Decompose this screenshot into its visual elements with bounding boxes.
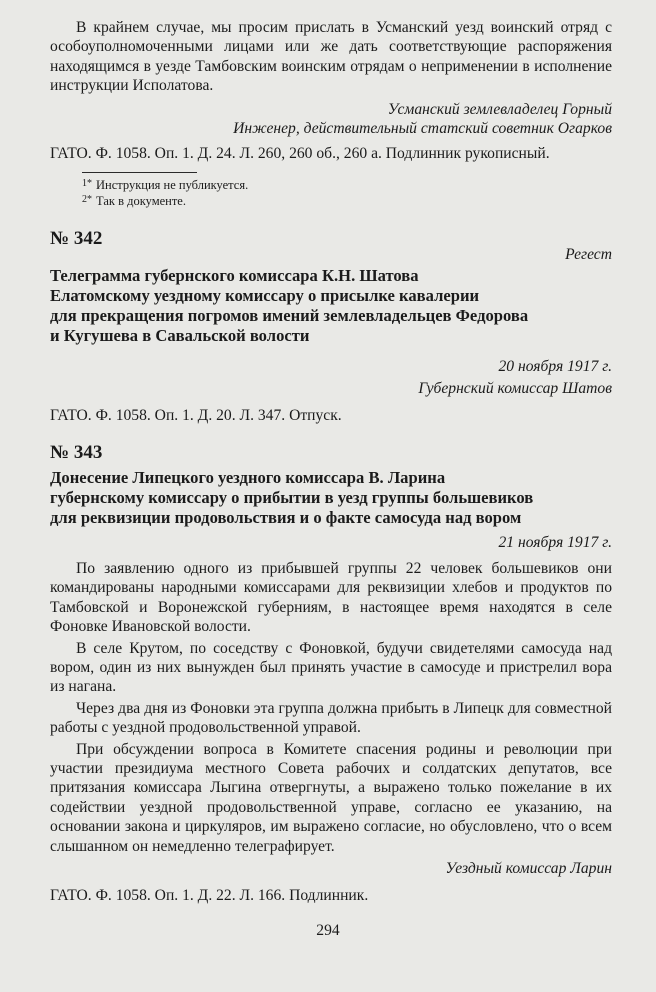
document-title [50,266,612,347]
title-line: Елатомскому уездному комиссару о присылке кавалерии [50,286,480,306]
document-date: 20 ноября 1917 г. [498,357,612,375]
document-342 [50,228,612,426]
title-line: для прекращения погромов имений землевладельцев Федорова [50,306,529,326]
document-date: 21 ноября 1917 г. [498,534,612,552]
document-tag-row [50,246,612,264]
signature: Уездный комиссар Ларин [445,859,612,877]
footnote-item [50,193,612,210]
footnote-item [50,177,612,194]
title-line: губернскому комиссару о прибытии в уезд группы большевиков [50,488,534,508]
page-number: 294 [316,922,340,939]
title-line: Донесение Липецкого уездного комиссара В. Ларина [50,467,446,487]
title-line: и Кугушева в Савальской волости [50,326,310,346]
footnote-text: Так в документе. [96,194,186,209]
document-header [50,442,612,464]
body-paragraph: При обсуждении вопроса в Комитете спасения родины и революции при участии президиума местного Совета рабочих и солдатских депутатов, все притязания комиссара Лыгина отвергнуты, а выражено только пожелание в их содействии уездной продовольственной управе, согласно ее указанию, на основании закона и циркуляров, им выражено согласие, но обусловлено, что о всем слышанном он немедленно телеграфирует. [50,740,612,855]
document-number: № 342 [50,227,103,249]
document-title [50,468,612,529]
title-line: Телеграмма губернского комиссара К.Н. Шатова [50,265,419,285]
intro-paragraph: В крайнем случае, мы просим прислать в Усманский уезд воинский отряд с особоуполномоченными лицами или же дать соответствующие распоряжения находящимся в уезде Тамбовским воинским отрядам о неприменении в исполнение инструкции Исполатова. [50,19,612,95]
footnote-text: Инструкция не публикуется. [96,177,249,192]
signature: Губернский комиссар Шатов [418,380,612,398]
footnote-divider [82,172,197,173]
footnotes [50,172,612,210]
archive-reference: ГАТО. Ф. 1058. Оп. 1. Д. 24. Л. 260, 260 об., 260 а. Подлинник рукописный. [50,145,550,163]
signature-landowner: Усманский землевладелец Горный [387,100,612,118]
body-paragraph: В селе Крутом, по соседству с Фоновкой, будучи свидетелями самосуда над вором, один из них вынужден был принять участие в самосуде и пристрелил вора из нагана. [50,639,612,696]
body-paragraph: Через два дня из Фоновки эта группа должна прибыть в Липецк для совместной работы с уездной продовольственной управой. [50,699,612,737]
document-343 [50,442,612,906]
archive-reference: ГАТО. Ф. 1058. Оп. 1. Д. 20. Л. 347. Отпуск. [50,407,342,425]
body-paragraph: По заявлению одного из прибывшей группы 22 человек большевиков они командированы народными комиссарами для реквизиции хлебов и продуктов по Тамбовской и Воронежской губерниям, в настоящее время находятся в селе Фоновке Ивановской волости. [50,559,612,636]
regest-tag: Регест [565,245,612,263]
document-number: № 343 [50,441,103,463]
footnote-mark: 2* [82,194,92,206]
title-line: для реквизиции продовольствия и о факте самосуда над вором [50,508,522,528]
archive-reference: ГАТО. Ф. 1058. Оп. 1. Д. 22. Л. 166. Подлинник. [50,887,369,905]
signature-engineer: Инженер, действительный статский советник Огарков [233,120,612,138]
intro-section [50,18,612,164]
footnote-mark: 1* [82,177,92,189]
